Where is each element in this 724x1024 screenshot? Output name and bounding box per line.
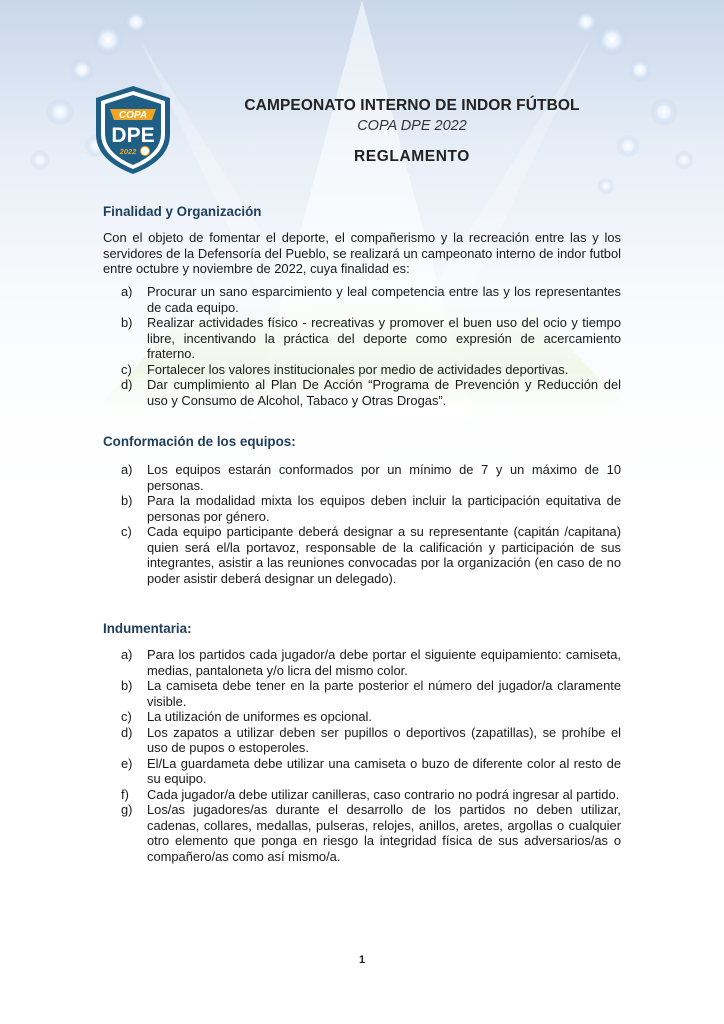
list-item: f) Cada jugador/a debe utilizar canilleras, caso contrario no podrá ingresar al partido. [121, 786, 620, 802]
section-heading-indumentaria: Indumentaria: [103, 621, 192, 636]
document-header [200, 96, 624, 166]
logo-year-text: 2022 [119, 147, 137, 156]
list-item: c) Fortalecer los valores institucionales por medio de actividades deportivas. [121, 361, 569, 377]
list-item: c) La utilización de uniformes es opcional. [121, 709, 373, 724]
section-intro-finalidad: Con el objeto de fomentar el deporte, el compañerismo y la recreación entre las y los servidores de la Defensoría del Pueblo, se realizará un campeonato interno de indor futbol entre octubre y noviembre de 2022, cuya finalidad es: [103, 230, 621, 276]
list-item: a) Los equipos estarán conformados por un mínimo de 7 y un máximo de 10 personas. [121, 462, 621, 493]
page-number: 1 [358, 954, 366, 966]
list-item: g) Los/as jugadores/as durante el desarrollo de los partidos no deben utilizar, cadenas, collares, medallas, pulseras, relojes, anillos, aretes, argollas o cualquier otro elemento que ponga en riesgo la integridad física de sus adversarios/as o compañero/as como así mismo/a. [121, 802, 621, 864]
list-item: d) Dar cumplimiento al Plan De Acción “Programa de Prevención y Reducción del uso y Consumo de Alcohol, Tabaco y Otras Drogas”. [121, 377, 621, 408]
copa-dpe-logo [92, 84, 174, 176]
section-heading-conformacion: Conformación de los equipos: [103, 434, 296, 449]
logo-copa-text: COPA [118, 110, 148, 121]
logo-dpe-text: DPE [111, 124, 155, 147]
document-subtitle: COPA DPE 2022 [357, 118, 467, 134]
list-item: d) Los zapatos a utilizar deben ser pupillos o deportivos (zapatillas), se prohíbe el uso de pupos o estoperoles. [121, 724, 621, 755]
list-item: b) Realizar actividades físico - recreativas y promover el buen uso del ocio y tiempo libre, incentivando la práctica del deporte como expresión de acercamiento fraterno. [121, 315, 621, 361]
soccer-ball-icon [141, 147, 150, 156]
document-kind: REGLAMENTO [354, 148, 470, 165]
list-item: c) Cada equipo participante deberá designar a su representante (capitán /capitana) quien será el/la portavoz, responsable de la calificación y participación de sus integrantes, asistir a las reuniones convocadas por la organización (en caso de no poder asistir deberá designar un delegado). [121, 524, 621, 586]
list-item: e) El/La guardameta debe utilizar una camiseta o buzo de diferente color al resto de su equipo. [121, 755, 621, 786]
list-indumentaria [121, 647, 621, 864]
list-item: b) Para la modalidad mixta los equipos deben incluir la participación equitativa de personas por género. [121, 493, 621, 524]
list-item: b) La camiseta debe tener en la parte posterior el número del jugador/a claramente visible. [121, 678, 621, 709]
document-title: CAMPEONATO INTERNO DE INDOR FÚTBOL [244, 97, 580, 114]
list-finalidad [121, 284, 621, 408]
section-heading-finalidad: Finalidad y Organización [103, 204, 262, 219]
list-conformacion [121, 462, 621, 586]
list-item: a) Procurar un sano esparcimiento y leal competencia entre las y los representantes de cada equipo. [121, 284, 621, 315]
list-item: a) Para los partidos cada jugador/a debe portar el siguiente equipamiento: camiseta, medias, pantaloneta y/o licra del mismo color. [121, 647, 621, 678]
